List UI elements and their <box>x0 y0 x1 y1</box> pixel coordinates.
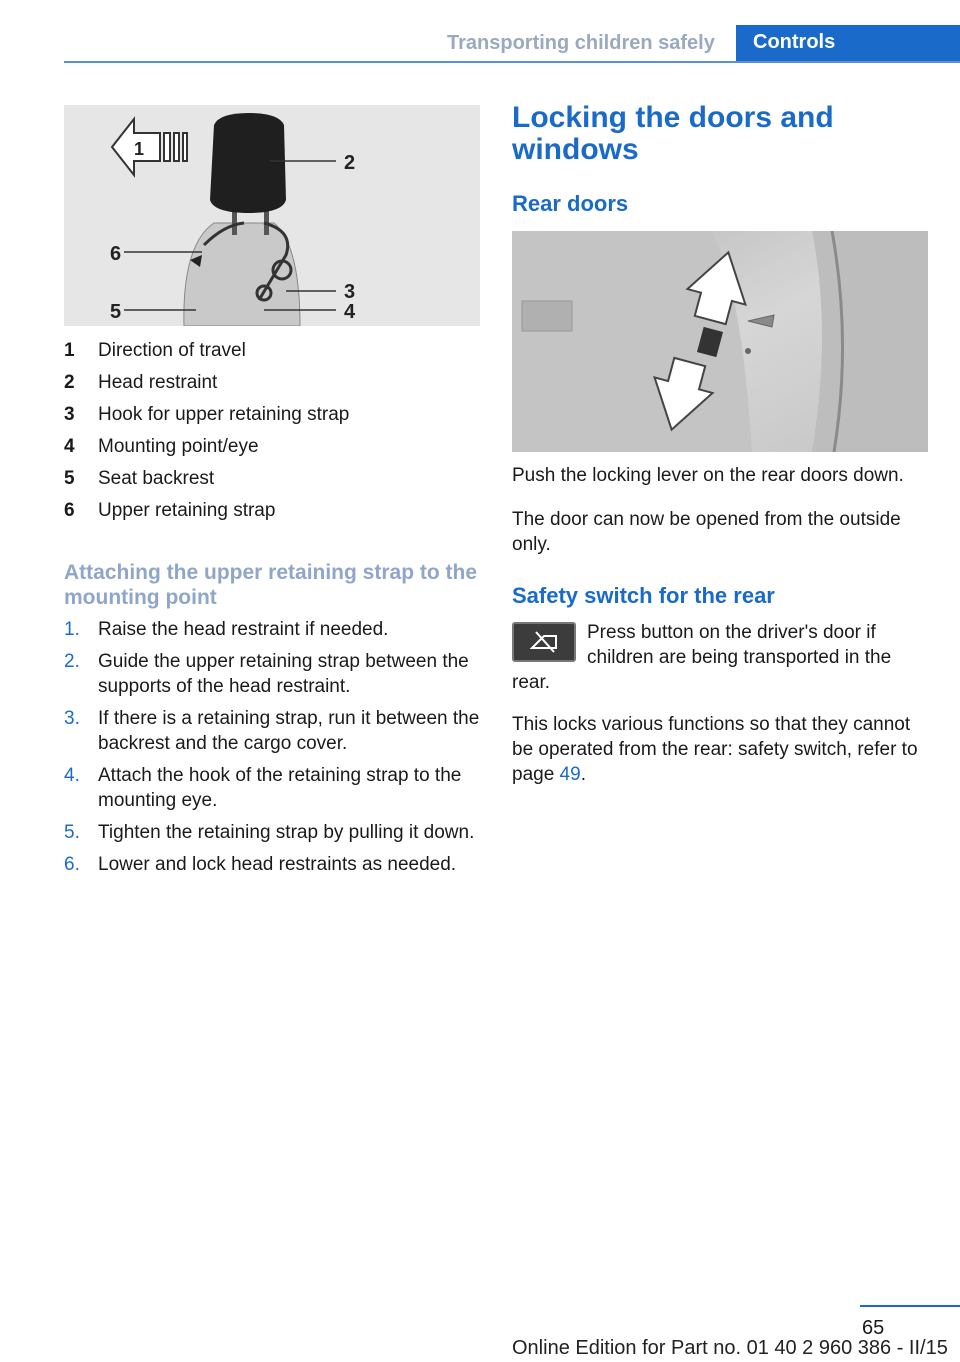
callout-3: 3 <box>344 281 356 303</box>
safety-switch-heading: Safety switch for the rear <box>512 583 775 608</box>
legend-number: 5 <box>64 468 75 489</box>
legend-item <box>64 434 480 466</box>
figure-legend <box>64 338 480 530</box>
list-item <box>64 617 480 642</box>
legend-number: 2 <box>64 372 75 393</box>
legend-text: Seat backrest <box>98 468 215 489</box>
step-text: Lower and lock head restraints as needed. <box>98 854 457 875</box>
legend-item <box>64 370 480 402</box>
paragraph <box>512 712 932 787</box>
rear-doors-heading: Rear doors <box>512 191 629 216</box>
list-item <box>64 763 480 813</box>
callout-5: 5 <box>110 301 122 323</box>
step-text: If there is a retaining strap, run it between the backrest and the cargo cover. <box>98 708 480 754</box>
list-item <box>64 649 480 699</box>
step-number: 3. <box>64 708 80 729</box>
safety-switch-description: Press button on the driver's door if children are being transported in the rear. <box>512 622 892 693</box>
step-number: 4. <box>64 765 80 786</box>
legend-number: 3 <box>64 404 75 425</box>
legend-number: 1 <box>64 340 75 361</box>
step-number: 5. <box>64 822 80 843</box>
legend-item <box>64 498 480 530</box>
attaching-heading: Attaching the upper retaining strap to the mounting point <box>64 561 478 609</box>
legend-number: 4 <box>64 436 75 457</box>
page-reference-link[interactable]: 49 <box>559 764 581 785</box>
step-text: Guide the upper retaining strap between the supports of the head restraint. <box>98 651 469 697</box>
step-text: Tighten the retaining strap by pulling it down. <box>98 822 475 843</box>
legend-text: Mounting point/eye <box>98 436 259 457</box>
step-number: 6. <box>64 854 80 875</box>
paragraph-end: . <box>580 764 586 785</box>
list-item <box>64 706 480 756</box>
legend-text: Hook for upper retaining strap <box>98 404 350 425</box>
legend-item <box>64 402 480 434</box>
callout-4: 4 <box>344 301 356 323</box>
legend-text: Direction of travel <box>98 340 246 361</box>
running-header-tab: Controls <box>736 25 960 62</box>
child-seat-strap-illustration <box>64 105 480 326</box>
attaching-steps-list <box>64 617 480 884</box>
step-text: Attach the hook of the retaining strap to the mounting eye. <box>98 765 462 811</box>
step-text: Raise the head restraint if needed. <box>98 619 389 640</box>
step-number: 1. <box>64 619 80 640</box>
paragraph-text: This locks various functions so that they cannot be operated from the rear: safety switch, refer to page <box>512 714 918 785</box>
list-item <box>64 820 480 845</box>
step-number: 2. <box>64 651 80 672</box>
paragraph: The door can now be opened from the outside only. <box>512 509 901 555</box>
callout-2: 2 <box>344 152 356 174</box>
legend-item <box>64 338 480 370</box>
list-item <box>64 852 480 877</box>
paragraph: Push the locking lever on the rear doors down. <box>512 465 904 486</box>
callout-1: 1 <box>134 139 145 159</box>
edition-footer: Online Edition for Part no. 01 40 2 960 386 - II/15 <box>512 1337 948 1359</box>
legend-item <box>64 466 480 498</box>
footer-rule <box>860 1305 960 1307</box>
legend-number: 6 <box>64 500 75 521</box>
page-number: 65 <box>862 1317 885 1339</box>
section-title: Locking the doors and windows <box>512 101 834 166</box>
header-rule <box>64 61 960 63</box>
running-header-section: Transporting children safely <box>447 32 715 54</box>
safety-switch-text <box>512 620 932 695</box>
legend-text: Upper retaining strap <box>98 500 276 521</box>
rear-door-lock-photo <box>512 231 928 452</box>
legend-text: Head restraint <box>98 372 218 393</box>
callout-6: 6 <box>110 243 122 265</box>
